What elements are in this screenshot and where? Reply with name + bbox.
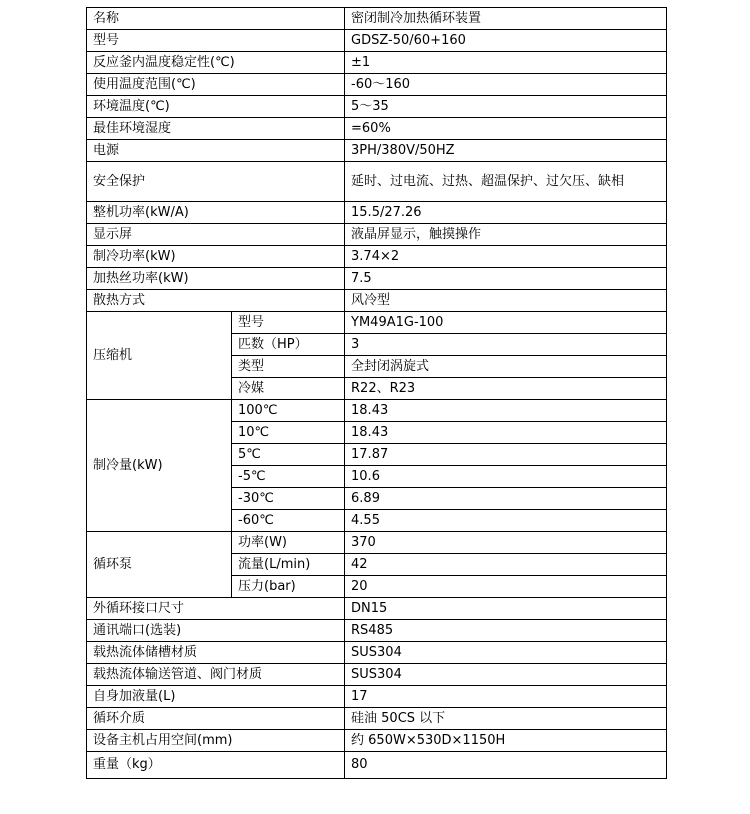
sub-label: 类型 [232,356,345,378]
spec-label: 名称 [87,8,345,30]
spec-value: 7.5 [345,268,667,290]
group-label: 制冷量(kW) [87,400,232,532]
spec-label: 环境温度(℃) [87,96,345,118]
spec-table-body [87,8,667,779]
group-label: 循环泵 [87,532,232,598]
spec-value: 42 [345,554,667,576]
spec-value: 15.5/27.26 [345,202,667,224]
sub-label: 功率(W) [232,532,345,554]
spec-label: 自身加液量(L) [87,686,345,708]
sub-label: 5℃ [232,444,345,466]
spec-label: 安全保护 [87,162,345,202]
spec-label: 载热流体输送管道、阀门材质 [87,664,345,686]
spec-value: 6.89 [345,488,667,510]
table-row [87,52,667,74]
sub-label: -5℃ [232,466,345,488]
spec-value: 3PH/380V/50HZ [345,140,667,162]
spec-value: 延时、过电流、过热、超温保护、过欠压、缺相 [345,162,667,202]
spec-value: 20 [345,576,667,598]
spec-label: 散热方式 [87,290,345,312]
table-row [87,400,667,422]
spec-value: 5～35 [345,96,667,118]
spec-value: 3 [345,334,667,356]
spec-label: 外循环接口尺寸 [87,598,345,620]
spec-value: 18.43 [345,400,667,422]
spec-label: 显示屏 [87,224,345,246]
sub-label: 10℃ [232,422,345,444]
spec-value: 3.74×2 [345,246,667,268]
spec-value: 80 [345,752,667,779]
sub-label: 型号 [232,312,345,334]
spec-value: GDSZ-50/60+160 [345,30,667,52]
spec-value: 全封闭涡旋式 [345,356,667,378]
spec-value: R22、R23 [345,378,667,400]
spec-value: 18.43 [345,422,667,444]
table-row [87,74,667,96]
spec-value: 硅油 50CS 以下 [345,708,667,730]
table-row [87,118,667,140]
group-label: 压缩机 [87,312,232,400]
table-row [87,730,667,752]
spec-value: SUS304 [345,642,667,664]
spec-value: 17 [345,686,667,708]
spec-label: 重量（kg） [87,752,345,779]
sub-label: 100℃ [232,400,345,422]
spec-value: 17.87 [345,444,667,466]
spec-value: -60～160 [345,74,667,96]
sub-label: 匹数（HP） [232,334,345,356]
spec-value: 约 650W×530D×1150H [345,730,667,752]
spec-table [86,7,667,779]
table-row [87,96,667,118]
spec-value: SUS304 [345,664,667,686]
table-row [87,642,667,664]
spec-value: RS485 [345,620,667,642]
spec-value: =60% [345,118,667,140]
table-row [87,224,667,246]
spec-label: 设备主机占用空间(mm) [87,730,345,752]
spec-label: 电源 [87,140,345,162]
table-row [87,532,667,554]
sub-label: -30℃ [232,488,345,510]
spec-label: 使用温度范围(℃) [87,74,345,96]
spec-label: 加热丝功率(kW) [87,268,345,290]
table-row [87,664,667,686]
spec-value: DN15 [345,598,667,620]
spec-value: 液晶屏显示，触摸操作 [345,224,667,246]
sub-label: 流量(L/min) [232,554,345,576]
spec-label: 反应釜内温度稳定性(℃) [87,52,345,74]
table-row [87,620,667,642]
table-row [87,162,667,202]
spec-label: 载热流体储槽材质 [87,642,345,664]
sub-label: -60℃ [232,510,345,532]
spec-value: 风冷型 [345,290,667,312]
spec-label: 循环介质 [87,708,345,730]
spec-value: 10.6 [345,466,667,488]
table-row [87,202,667,224]
table-row [87,268,667,290]
spec-label: 通讯端口(选装) [87,620,345,642]
sub-label: 压力(bar) [232,576,345,598]
spec-value: 4.55 [345,510,667,532]
table-row [87,246,667,268]
spec-value: 密闭制冷加热循环装置 [345,8,667,30]
spec-label: 制冷功率(kW) [87,246,345,268]
table-row [87,686,667,708]
table-row [87,8,667,30]
table-row [87,30,667,52]
spec-label: 最佳环境湿度 [87,118,345,140]
spec-label: 型号 [87,30,345,52]
table-row [87,598,667,620]
table-row [87,290,667,312]
spec-value: ±1 [345,52,667,74]
spec-label: 整机功率(kW/A) [87,202,345,224]
table-row [87,708,667,730]
table-row [87,312,667,334]
table-row [87,140,667,162]
spec-value: 370 [345,532,667,554]
sub-label: 冷媒 [232,378,345,400]
table-row [87,752,667,779]
spec-value: YM49A1G-100 [345,312,667,334]
